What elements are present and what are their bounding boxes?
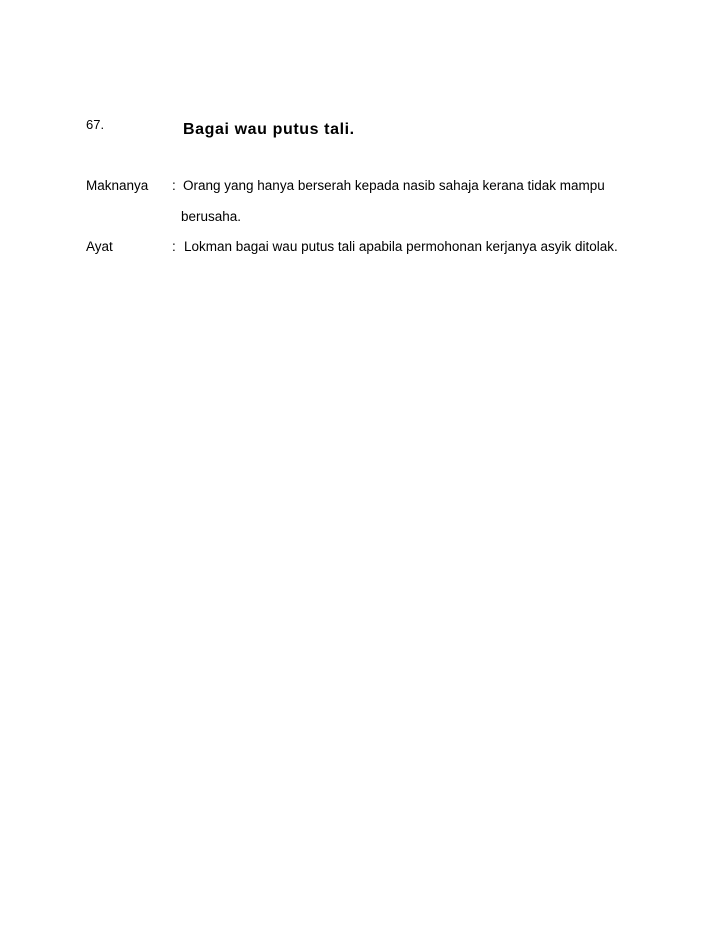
ayat-label: Ayat [86, 239, 113, 254]
entry-number: 67. [86, 117, 105, 132]
ayat-colon: : [172, 239, 176, 254]
maknanya-label: Maknanya [86, 178, 149, 193]
ayat-text: Lokman bagai wau putus tali apabila permohonan kerjanya asyik ditolak. [184, 239, 618, 254]
peribahasa-title: Bagai wau putus tali. [183, 121, 355, 138]
maknanya-colon: : [172, 178, 176, 193]
maknanya-text-line1: Orang yang hanya berserah kepada nasib sahaja kerana tidak mampu [183, 178, 605, 193]
maknanya-text-line2: berusaha. [181, 209, 242, 224]
